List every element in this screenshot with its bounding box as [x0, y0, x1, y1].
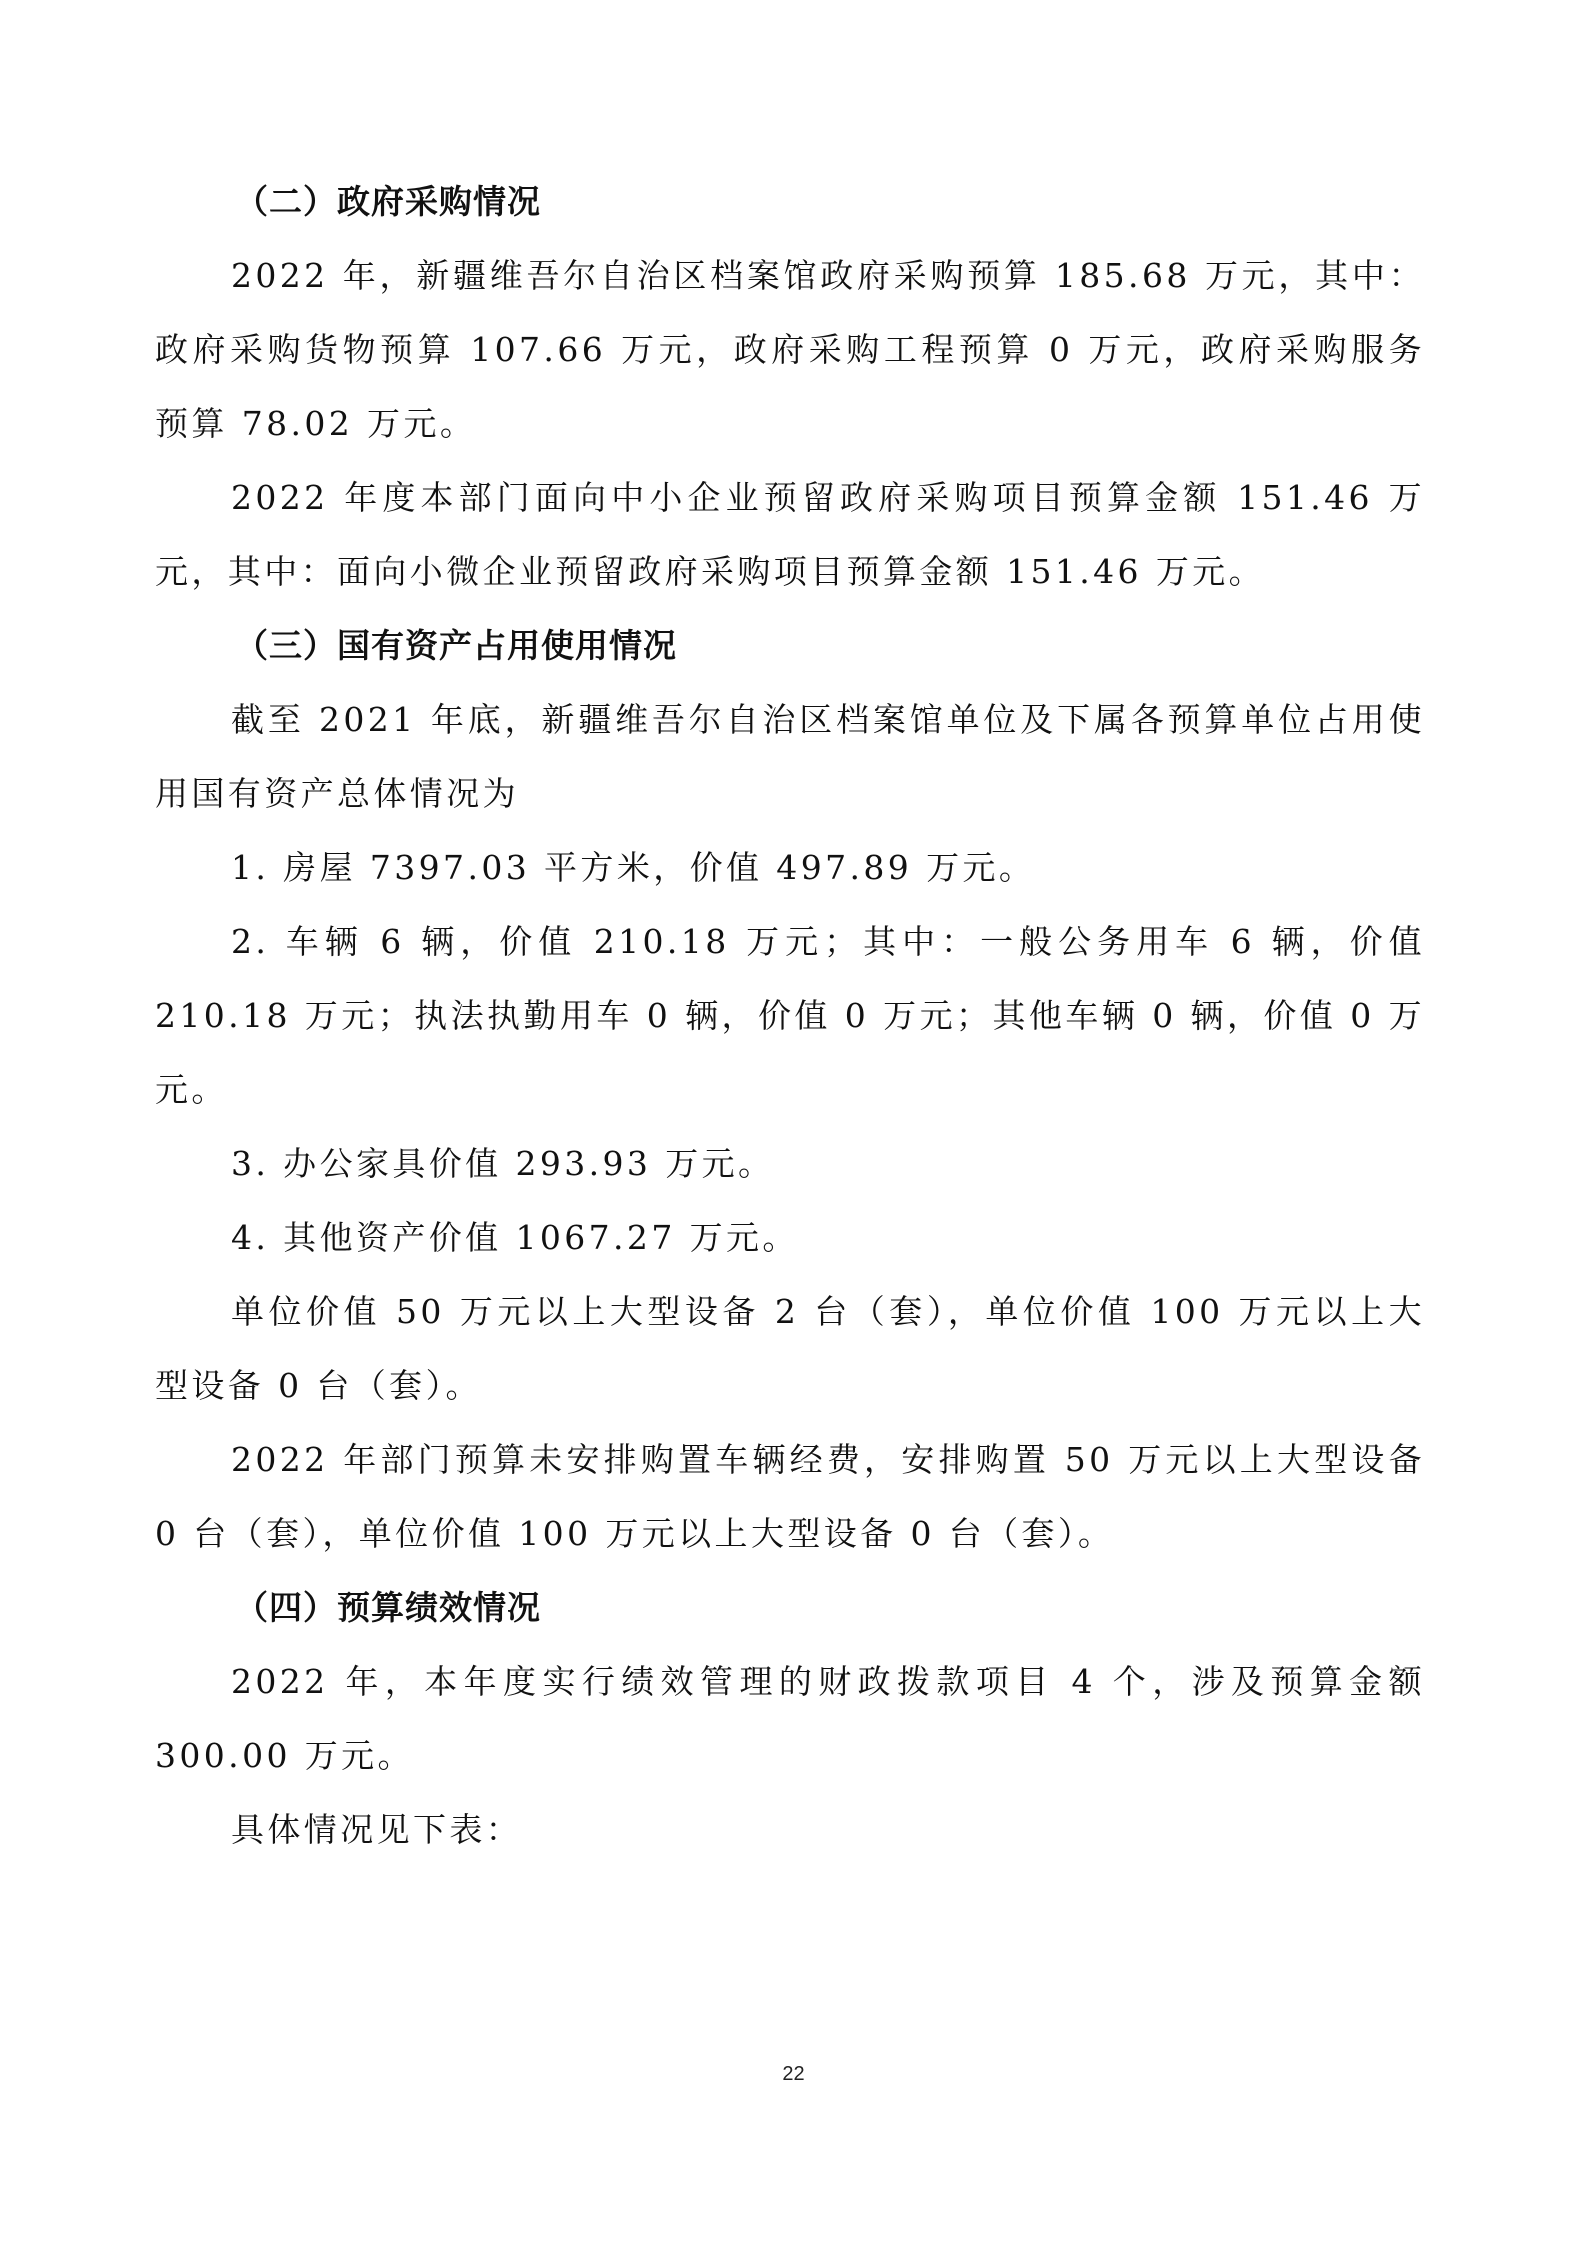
paragraph-procurement-budget: 2022 年，新疆维吾尔自治区档案馆政府采购预算 185.68 万元，其中： 政府采购货物预算 107.66 万元，政府采购工程预算 0 万元，政府采购服务预算 78.02 万元。	[155, 256, 1425, 443]
paragraph-see-table: 具体情况见下表：	[231, 1810, 523, 1849]
paragraph-assets-overview: 截至 2021 年底，新疆维吾尔自治区档案馆单位及下属各预算单位占用使用国有资产总体情况为	[155, 700, 1425, 813]
section-heading-procurement: （二）政府采购情况	[235, 182, 541, 221]
page-content	[155, 165, 1425, 1867]
section-heading-state-assets: （三）国有资产占用使用情况	[235, 626, 677, 665]
paragraph-performance-projects: 2022 年，本年度实行绩效管理的财政拨款项目 4 个，涉及预算金额 300.00 万元。	[155, 1662, 1425, 1775]
paragraph-purchase-plan: 2022 年部门预算未安排购置车辆经费，安排购置 50 万元以上大型设备 0 台（套），单位价值 100 万元以上大型设备 0 台（套）。	[155, 1440, 1425, 1553]
section-heading-performance: （四）预算绩效情况	[235, 1588, 541, 1627]
page-number: 22	[782, 2063, 805, 2085]
paragraph-assets-furniture: 3. 办公家具价值 293.93 万元。	[231, 1144, 775, 1183]
paragraph-assets-other: 4. 其他资产价值 1067.27 万元。	[231, 1218, 799, 1257]
paragraph-assets-vehicles: 2. 车辆 6 辆，价值 210.18 万元；其中：一般公务用车 6 辆，价值 210.18 万元；执法执勤用车 0 辆，价值 0 万元；其他车辆 0 辆，价值 0 万元。	[155, 922, 1425, 1109]
paragraph-assets-buildings: 1. 房屋 7397.03 平方米，价值 497.89 万元。	[231, 848, 1036, 887]
paragraph-sme-reserved: 2022 年度本部门面向中小企业预留政府采购项目预算金额 151.46 万元，其中：面向小微企业预留政府采购项目预算金额 151.46 万元。	[155, 478, 1425, 591]
paragraph-large-equipment: 单位价值 50 万元以上大型设备 2 台（套），单位价值 100 万元以上大型设备 0 台（套）。	[155, 1292, 1425, 1405]
